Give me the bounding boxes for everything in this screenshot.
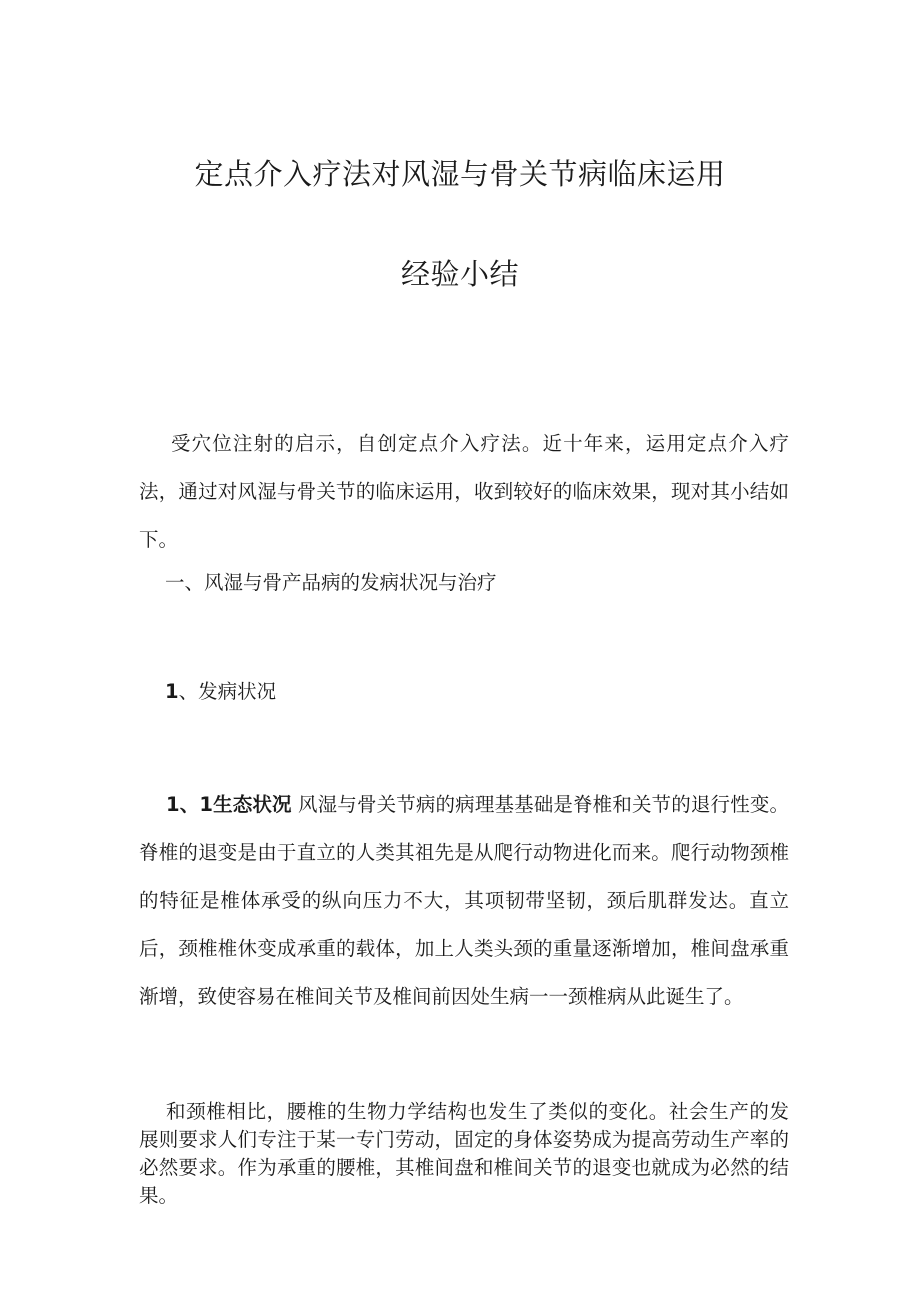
section-1-heading: 一、风湿与骨产品病的发病状况与治疗 [165, 571, 497, 594]
paragraph-1-1 [139, 781, 789, 1021]
paragraph-1-1-lead-number: 1、1 [166, 793, 213, 816]
subsection-1-number: 1 [165, 680, 179, 703]
document-title-line-1: 定点介入疗法对风湿与骨关节病临床运用 [194, 157, 726, 191]
subsection-1-title: 、发病状况 [178, 680, 277, 703]
paragraph-1-1-lead-label: 生态状况 [212, 793, 292, 816]
document-title-line-2: 经验小结 [400, 257, 519, 291]
lumbar-comparison-paragraph: 和颈椎相比，腰椎的生物力学结构也发生了类似的变化。社会生产的发展则要求人们专注于某一专门劳动，固定的身体姿势成为提高劳动生产率的必然要求。作为承重的腰椎，其椎间盘和椎间关节的退变也就成为必然的结果。 [139, 1100, 789, 1207]
paragraph-1-1-body: 风湿与骨关节病的病理基基础是脊椎和关节的退行性变。脊椎的退变是由于直立的人类其祖先是从爬行动物进化而来。爬行动物颈椎的特征是椎体承受的纵向压力不大，其项韧带坚韧，颈后肌群发达。直立后，颈椎椎休变成承重的载体，加上人类头颈的重量逐渐增加，椎间盘承重渐增，致使容易在椎间关节及椎间前因处生病一一颈椎病从此诞生了。 [139, 793, 789, 1008]
intro-paragraph: 受穴位注射的启示，自创定点介入疗法。近十年来，运用定点介入疗法，通过对风湿与骨关节的临床运用，收到较好的临床效果，现对其小结如下。 [139, 432, 789, 551]
subsection-1-heading [165, 676, 276, 704]
